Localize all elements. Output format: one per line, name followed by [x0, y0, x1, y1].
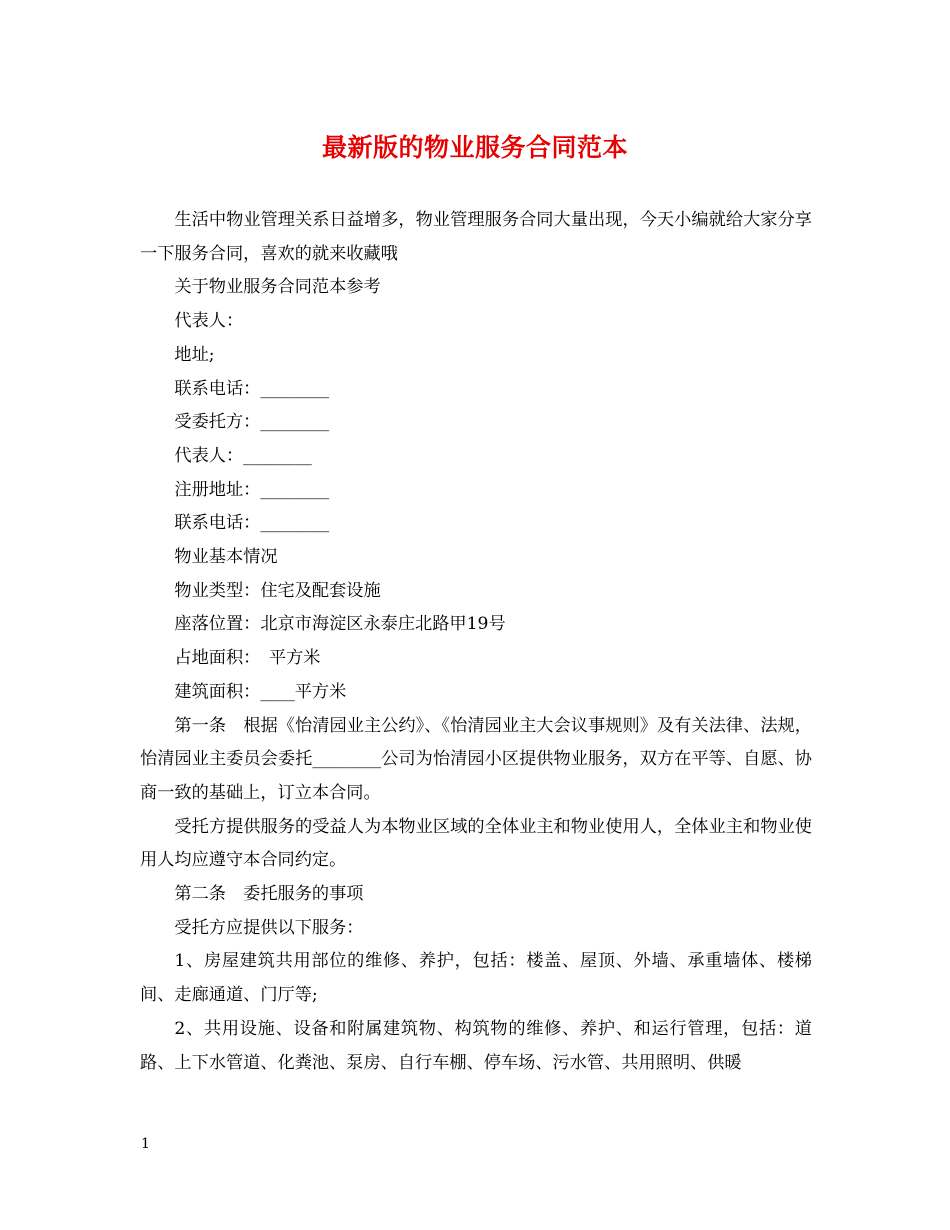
paragraph: 代表人：: [174, 311, 244, 332]
paragraph: 受托方应提供以下服务：: [174, 917, 364, 938]
paragraph: 关于物业服务合同范本参考: [174, 277, 381, 298]
paragraph: 受托方提供服务的受益人为本物业区域的全体业主和物业使用人，全体业主和物业使用人均应遵守本合同约定。: [140, 816, 812, 871]
paragraph: 地址;: [174, 344, 215, 365]
paragraph: 1、房屋建筑共用部位的维修、养护，包括：楼盖、屋顶、外墙、承重墙体、楼梯间、走廊通道、门厅等;: [140, 951, 812, 1006]
document-title: 最新版的物业服务合同范本: [321, 133, 628, 162]
paragraph: 座落位置：北京市海淀区永泰庄北路甲19号: [174, 614, 506, 635]
paragraph: 注册地址：________: [174, 479, 330, 500]
paragraph: 联系电话：________: [174, 378, 330, 399]
paragraph: 2、共用设施、设备和附属建筑物、构筑物的维修、养护、和运行管理，包括：道路、上下水管道、化粪池、泵房、自行车棚、停车场、污水管、共用照明、供暖: [140, 1018, 812, 1073]
paragraph: 联系电话：________: [174, 513, 330, 534]
paragraph: 第二条 委托服务的事项: [174, 884, 364, 905]
paragraph: 生活中物业管理关系日益增多，物业管理服务合同大量出现，今天小编就给大家分享一下服务合同，喜欢的就来收藏哦: [140, 210, 812, 264]
paragraph: 建筑面积：____平方米: [174, 681, 347, 702]
paragraph: 占地面积： 平方米: [174, 648, 321, 669]
document-body: [140, 204, 812, 1080]
paragraph: 代表人：________: [174, 445, 312, 466]
page-number: 1: [141, 1136, 150, 1152]
paragraph: 物业类型：住宅及配套设施: [174, 580, 381, 601]
paragraph: 受委托方：________: [174, 412, 330, 433]
paragraph: 物业基本情况: [174, 547, 278, 568]
paragraph: 第一条 根据《怡清园业主公约》、《怡清园业主大会议事规则》及有关法律、法规，怡清园业主委员会委托________公司为怡清园小区提供物业服务，双方在平等、自愿、协商一致的基础上，订立本合同。: [140, 715, 812, 803]
